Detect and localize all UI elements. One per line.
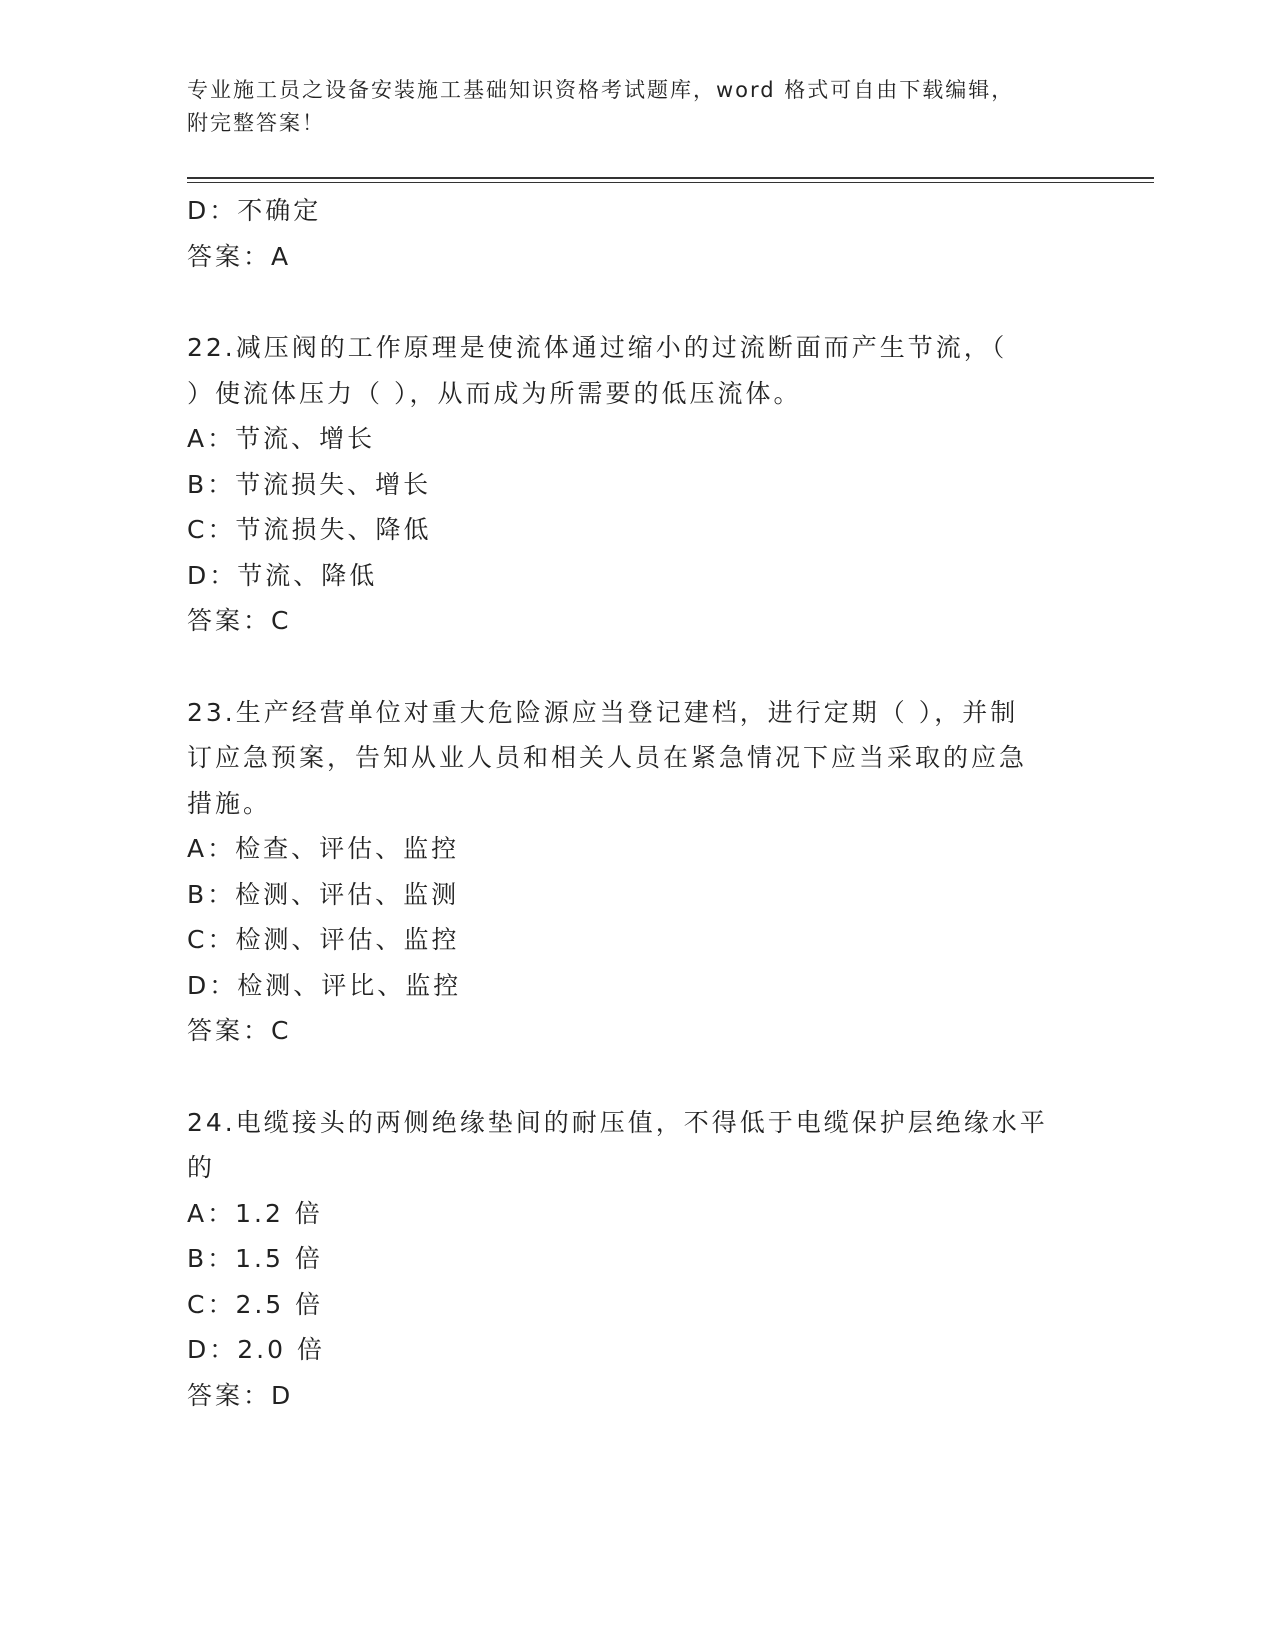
question-text: 措施。 [187,788,272,818]
option-b: B：1.5 倍 [187,1244,323,1273]
header-divider-thick [187,177,1154,179]
spacer [187,279,1067,325]
spacer [187,644,1067,690]
header-line-1: 专业施工员之设备安装施工基础知识资格考试题库，word 格式可自由下载编辑， [187,78,1015,102]
question-text: ）使流体压力（ ），从而成为所需要的低压流体。 [187,378,802,408]
option-a: A：节流、增长 [187,424,376,453]
option-c: C：检测、评估、监控 [187,925,460,954]
option-d: D：2.0 倍 [187,1335,325,1364]
option-a: A：1.2 倍 [187,1198,323,1228]
document-header [187,74,1067,140]
spacer [187,1054,1067,1100]
question-text: 23.生产经营单位对重大危险源应当登记建档，进行定期（ ），并制 [187,697,1019,727]
document-body [187,188,1067,1418]
option-b: B：节流损失、增长 [187,469,432,499]
option-d: D：检测、评比、监控 [187,970,462,1000]
answer-line: 答案：D [187,1380,294,1410]
option-d: D：不确定 [187,196,322,225]
question-22 [187,325,1067,644]
previous-question-tail [187,188,1067,279]
answer-line: 答案：C [187,1016,292,1045]
option-a: A：检查、评估、监控 [187,834,460,863]
answer-line: 答案：C [187,606,292,635]
option-c: C：节流损失、降低 [187,515,432,544]
answer-line: 答案：A [187,241,292,271]
header-line-2: 附完整答案！ [187,111,325,135]
question-text: 22.减压阀的工作原理是使流体通过缩小的过流断面而产生节流，（ [187,333,1008,362]
question-text: 24.电缆接头的两侧绝缘垫间的耐压值，不得低于电缆保护层绝缘水平 [187,1107,1048,1137]
question-23 [187,690,1067,1054]
question-text: 订应急预案，告知从业人员和相关人员在紧急情况下应当采取的应急 [187,743,1028,772]
question-24 [187,1100,1067,1419]
option-b: B：检测、评估、监测 [187,879,460,909]
header-divider-thin [187,182,1154,183]
option-c: C：2.5 倍 [187,1289,324,1319]
option-d: D：节流、降低 [187,560,378,590]
question-text: 的 [187,1153,216,1182]
